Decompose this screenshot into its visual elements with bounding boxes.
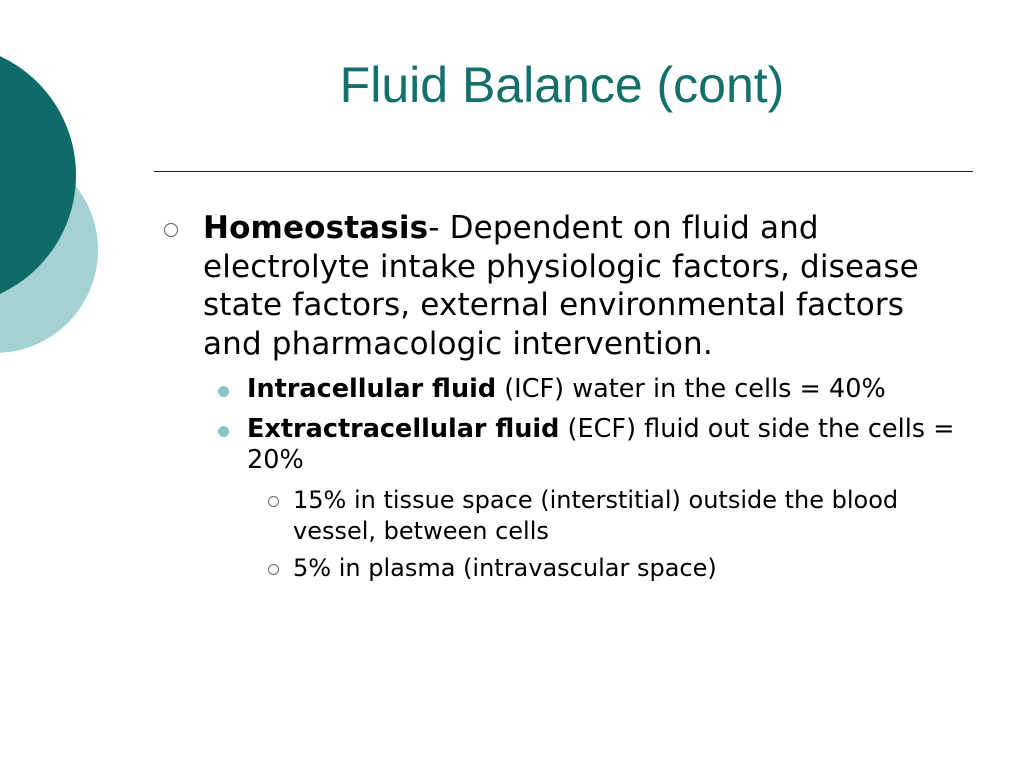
filled-dot-bullet-icon [218,386,229,397]
bullet-text: - Dependent on fluid and electrolyte intake physiologic factors, disease state factors, external environmental factors and pharmacologic intervention. [203,210,919,362]
bullet-homeostasis [160,209,960,363]
decorative-circles [0,0,110,420]
slide-body [160,209,960,584]
title-divider [154,171,973,172]
sub-sub-bullet-plasma [160,553,960,584]
sub-bullet-term: Extractracellular fluid [247,413,560,444]
small-hollow-circle-bullet-icon [268,564,279,575]
sub-bullet-intracellular [160,374,960,406]
sub-bullet-extracellular [160,414,960,477]
filled-dot-bullet-icon [218,426,229,437]
bullet-term: Homeostasis [203,210,429,246]
sub-bullet-text: (ECF) fluid out side the cells = 20% [247,413,955,475]
sub-sub-bullet-interstitial [160,485,960,547]
sub-sub-bullet-text: 5% in plasma (intravascular space) [293,553,717,582]
hollow-circle-bullet-icon [164,223,178,237]
small-hollow-circle-bullet-icon [268,496,279,507]
sub-bullet-term: Intracellular fluid [247,374,497,404]
sub-bullet-text: (ICF) water in the cells = 40% [496,374,886,404]
slide-title: Fluid Balance (cont) [339,57,785,113]
sub-sub-bullet-text: 15% in tissue space (interstitial) outside the blood vessel, between cells [293,485,899,545]
